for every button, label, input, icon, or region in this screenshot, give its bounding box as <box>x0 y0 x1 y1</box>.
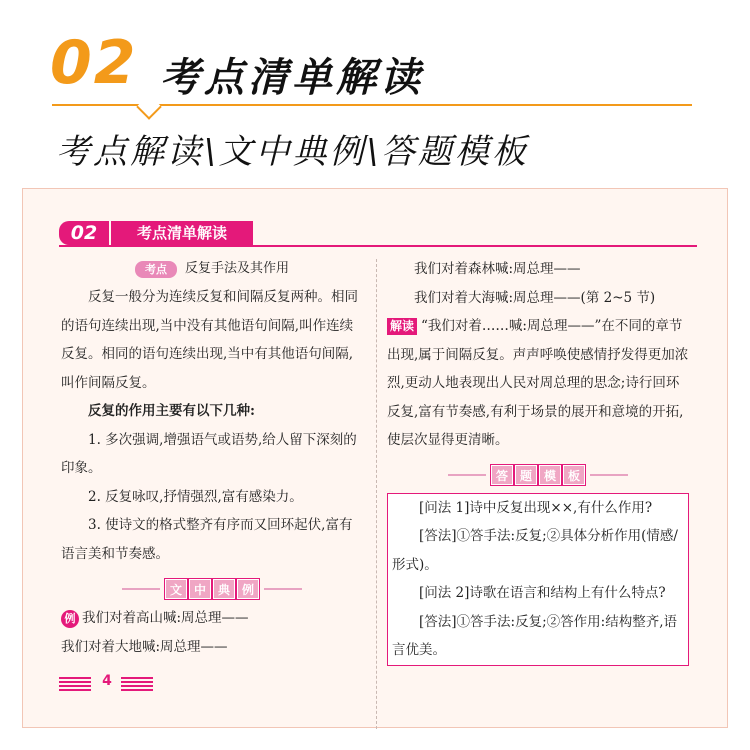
definition-paragraph: 反复一般分为连续反复和间隔反复两种。相同的语句连续出现,当中没有其他语句间隔,叫作连续反复。相同的语句连续出现,当中有其他语句间隔,叫作间隔反复。 <box>61 289 358 391</box>
template-box-2: 题 <box>515 465 537 485</box>
analysis-paragraph <box>387 312 689 455</box>
section-rule <box>59 245 697 247</box>
left-column <box>61 255 363 661</box>
analysis-badge: 解读 <box>387 318 417 335</box>
header-subtitle: 考点解读\文中典例\答题模板 <box>56 132 529 172</box>
page-number: 4 <box>102 673 112 689</box>
example-line-4: 我们对着大海喊:周总理——(第 2~5 节) <box>414 289 656 306</box>
header-title: 考点清单解读 <box>160 55 424 101</box>
example-badge: 例 <box>61 610 79 628</box>
example-line-1-text: 我们对着高山喊:周总理—— <box>82 610 249 626</box>
question-2 <box>392 579 684 608</box>
template-box-1: 答 <box>491 465 513 485</box>
deco-line-left <box>122 588 160 590</box>
topic-tag: 考点 <box>135 261 177 278</box>
example-box-2: 中 <box>189 579 211 599</box>
answer-1-tag: [答法] <box>419 528 457 544</box>
template-box-3: 模 <box>539 465 561 485</box>
example-box-4: 例 <box>237 579 259 599</box>
template-title <box>387 455 689 491</box>
section-bar <box>59 221 253 245</box>
section-label: 考点清单解读 <box>111 221 253 245</box>
example-box-1: 文 <box>165 579 187 599</box>
example-line-1 <box>61 604 363 633</box>
analysis-text: “我们对着……喊:周总理——”在不同的章节出现,属于间隔反复。声声呼唤使感情抒发得更加浓烈,更动人地表现出人民对周总理的思念;诗行回环反复,富有节奏感,有利于场景的展开和意境的开拓,使层次显得更清晰。 <box>387 318 689 448</box>
answer-template-box <box>387 493 689 666</box>
question-1-tag: [问法 1] <box>419 499 470 516</box>
right-column <box>387 255 689 666</box>
function-item-2: 2. 反复咏叹,抒情强烈,富有感染力。 <box>88 488 303 505</box>
answer-1-text: ①答手法:反复;②具体分析作用(情感/形式)。 <box>392 528 678 573</box>
deco-line-right-2 <box>590 474 628 476</box>
question-1 <box>392 494 684 523</box>
column-divider <box>376 259 377 729</box>
content-card <box>22 188 728 728</box>
answer-1 <box>392 522 684 579</box>
answer-2-tag: [答法] <box>419 613 457 630</box>
header-number: 02 <box>50 28 138 98</box>
topic-tag-row <box>61 255 363 283</box>
template-box-4: 板 <box>563 465 585 485</box>
example-title <box>61 568 363 604</box>
stripe-left <box>59 677 91 691</box>
deco-line-right <box>264 588 302 590</box>
function-item-1: 1. 多次强调,增强语气或语势,给人留下深刻的印象。 <box>61 431 357 476</box>
deco-line-left-2 <box>448 474 486 476</box>
function-item-3: 3. 使诗文的格式整齐有序而又回环起伏,富有语言美和节奏感。 <box>61 517 353 562</box>
functions-heading: 反复的作用主要有以下几种: <box>88 403 255 419</box>
answer-2 <box>392 608 684 665</box>
stripe-right <box>121 677 153 691</box>
example-line-3: 我们对着森林喊:周总理—— <box>414 261 581 277</box>
question-2-tag: [问法 2] <box>419 585 470 601</box>
example-line-2: 我们对着大地喊:周总理—— <box>61 638 228 655</box>
question-2-text: 诗歌在语言和结构上有什么特点? <box>469 585 666 601</box>
section-number: 02 <box>59 221 109 245</box>
header-notch <box>136 94 161 119</box>
example-box-3: 典 <box>213 579 235 599</box>
question-1-text: 诗中反复出现××,有什么作用? <box>469 499 653 516</box>
answer-2-text: ①答手法:反复;②答作用:结构整齐,语言优美。 <box>392 613 677 658</box>
topic-title: 反复手法及其作用 <box>184 261 289 277</box>
